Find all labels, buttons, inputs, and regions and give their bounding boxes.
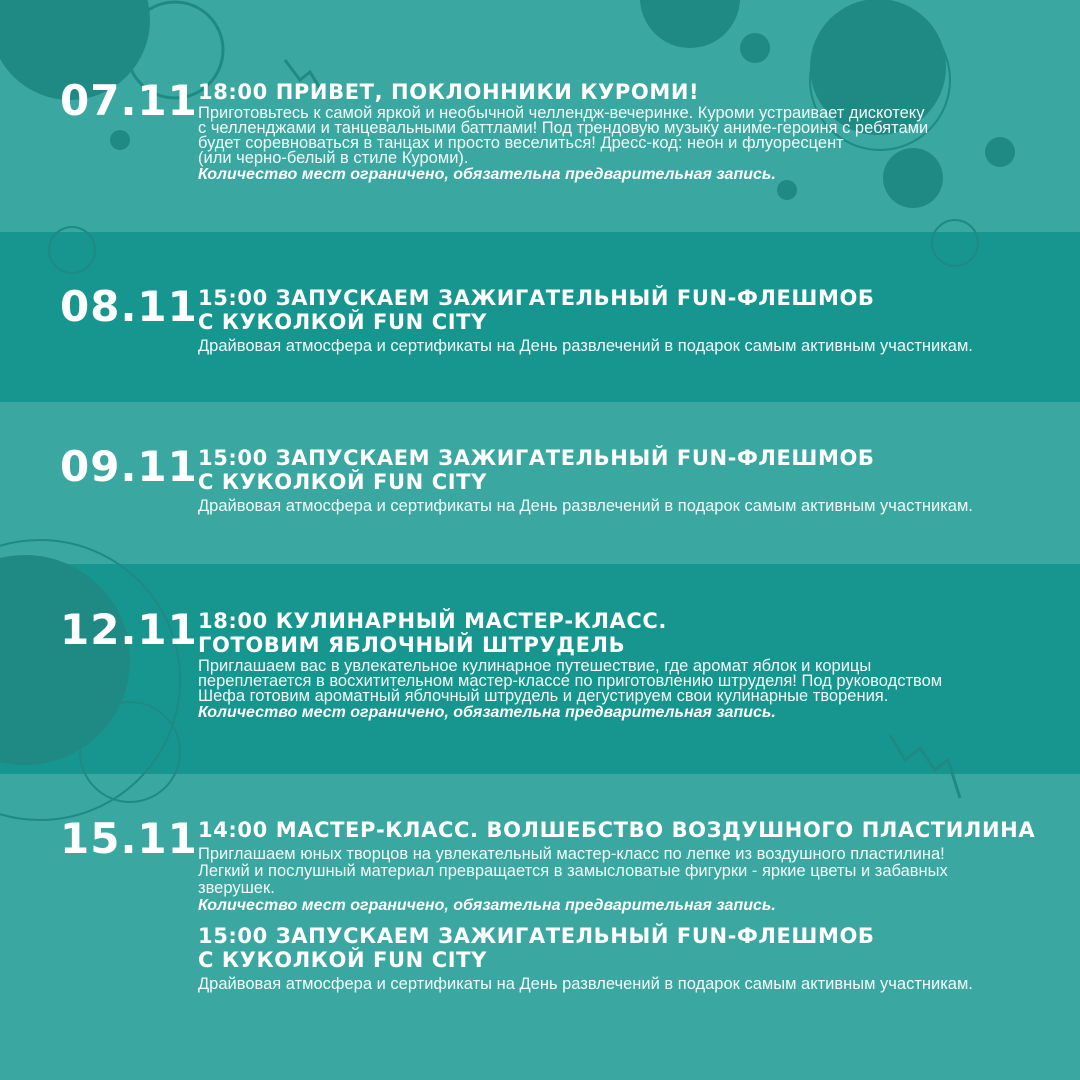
event-description <box>198 846 1048 897</box>
decor-circle-ring <box>49 227 95 273</box>
event-title-line: С КУКОЛКОЙ FUN CITY <box>198 470 487 494</box>
event-date: 15.11 <box>60 814 198 863</box>
event-title-line: 15:00 ЗАПУСКАЕМ ЗАЖИГАТЕЛЬНЫЙ FUN-ФЛЕШМОБ <box>198 446 875 470</box>
event-description-line: (или черно-белый в стиле Куроми). <box>198 149 469 167</box>
event-title-line: 18:00 КУЛИНАРНЫЙ МАСТЕР-КЛАСС. <box>198 609 667 633</box>
event-content <box>198 80 1048 183</box>
event-description-line: зверушек. <box>198 879 275 897</box>
registration-note: Количество мест ограничено, обязательна предварительная запись. <box>198 704 776 721</box>
event-title <box>198 80 1048 104</box>
event-title-line: С КУКОЛКОЙ FUN CITY <box>198 948 487 972</box>
event-date: 08.11 <box>60 282 198 331</box>
decor-dot <box>777 180 797 200</box>
event-description-line: Приглашаем вас в увлекательное кулинарное путешествие, где аромат яблок и корицы <box>198 657 872 675</box>
event-description-line: Драйвовая атмосфера и сертификаты на День развлечений в подарок самым активным участникам. <box>198 975 973 993</box>
event-description <box>198 498 1048 515</box>
event-second-item <box>198 924 1048 993</box>
event-description <box>198 106 1048 166</box>
event-title-line: 18:00 ПРИВЕТ, ПОКЛОННИКИ КУРОМИ! <box>198 80 700 104</box>
event-content <box>198 818 1048 993</box>
event-content <box>198 446 1048 515</box>
event-date: 09.11 <box>60 442 198 491</box>
event-title <box>198 924 1048 972</box>
event-description <box>198 338 1048 355</box>
decor-circle-filled <box>0 555 130 765</box>
event-title-line: 14:00 МАСТЕР-КЛАСС. ВОЛШЕБСТВО ВОЗДУШНОГО ПЛАСТИЛИНА <box>198 818 1036 842</box>
event-description <box>198 659 1048 704</box>
decor-dot <box>110 130 130 150</box>
decor-zigzag <box>890 735 960 798</box>
event-description <box>198 976 1048 993</box>
event-description-line: Драйвовая атмосфера и сертификаты на День развлечений в подарок самым активным участникам. <box>198 497 973 515</box>
registration-note: Количество мест ограничено, обязательна предварительная запись. <box>198 897 776 914</box>
event-description-line: Шефа готовим ароматный яблочный штрудель и дегустируем свои кулинарные творения. <box>198 687 889 705</box>
registration-note: Количество мест ограничено, обязательна предварительная запись. <box>198 166 776 183</box>
event-title-line: ГОТОВИМ ЯБЛОЧНЫЙ ШТРУДЕЛЬ <box>198 633 626 657</box>
event-title-line: С КУКОЛКОЙ FUN CITY <box>198 310 487 334</box>
event-title <box>198 818 1048 842</box>
event-description-line: Драйвовая атмосфера и сертификаты на День развлечений в подарок самым активным участникам. <box>198 337 973 355</box>
event-description-line: будет соревноваться в танцах и просто веселиться! Дресс-код: неон и флуоресцент <box>198 134 844 152</box>
event-date: 07.11 <box>60 76 198 125</box>
event-description-line: Легкий и послушный материал превращается в замысловатые фигурки - яркие цветы и забавных <box>198 862 948 880</box>
event-content <box>198 609 1048 721</box>
event-date: 12.11 <box>60 605 198 654</box>
decor-dot <box>740 33 770 63</box>
decor-circle-filled <box>640 0 740 48</box>
event-title-line: 15:00 ЗАПУСКАЕМ ЗАЖИГАТЕЛЬНЫЙ FUN-ФЛЕШМОБ <box>198 924 875 948</box>
event-title <box>198 286 1048 334</box>
event-content <box>198 286 1048 355</box>
event-description-line: с челленджами и танцевальными баттлами! Под трендовую музыку аниме-героиня с ребятами <box>198 119 929 137</box>
event-title <box>198 609 1048 657</box>
event-title-line: 15:00 ЗАПУСКАЕМ ЗАЖИГАТЕЛЬНЫЙ FUN-ФЛЕШМОБ <box>198 286 875 310</box>
event-description-line: Приглашаем юных творцов на увлекательный мастер-класс по лепке из воздушного пластилина! <box>198 845 945 863</box>
decor-circle-ring <box>932 220 978 266</box>
event-title <box>198 446 1048 494</box>
event-description-line: переплетается в восхитительном мастер-классе по приготовлению штруделя! Под руководством <box>198 672 943 690</box>
event-description-line: Приготовьтесь к самой яркой и необычной челлендж-вечеринке. Куроми устраивает дискотеку <box>198 104 925 122</box>
